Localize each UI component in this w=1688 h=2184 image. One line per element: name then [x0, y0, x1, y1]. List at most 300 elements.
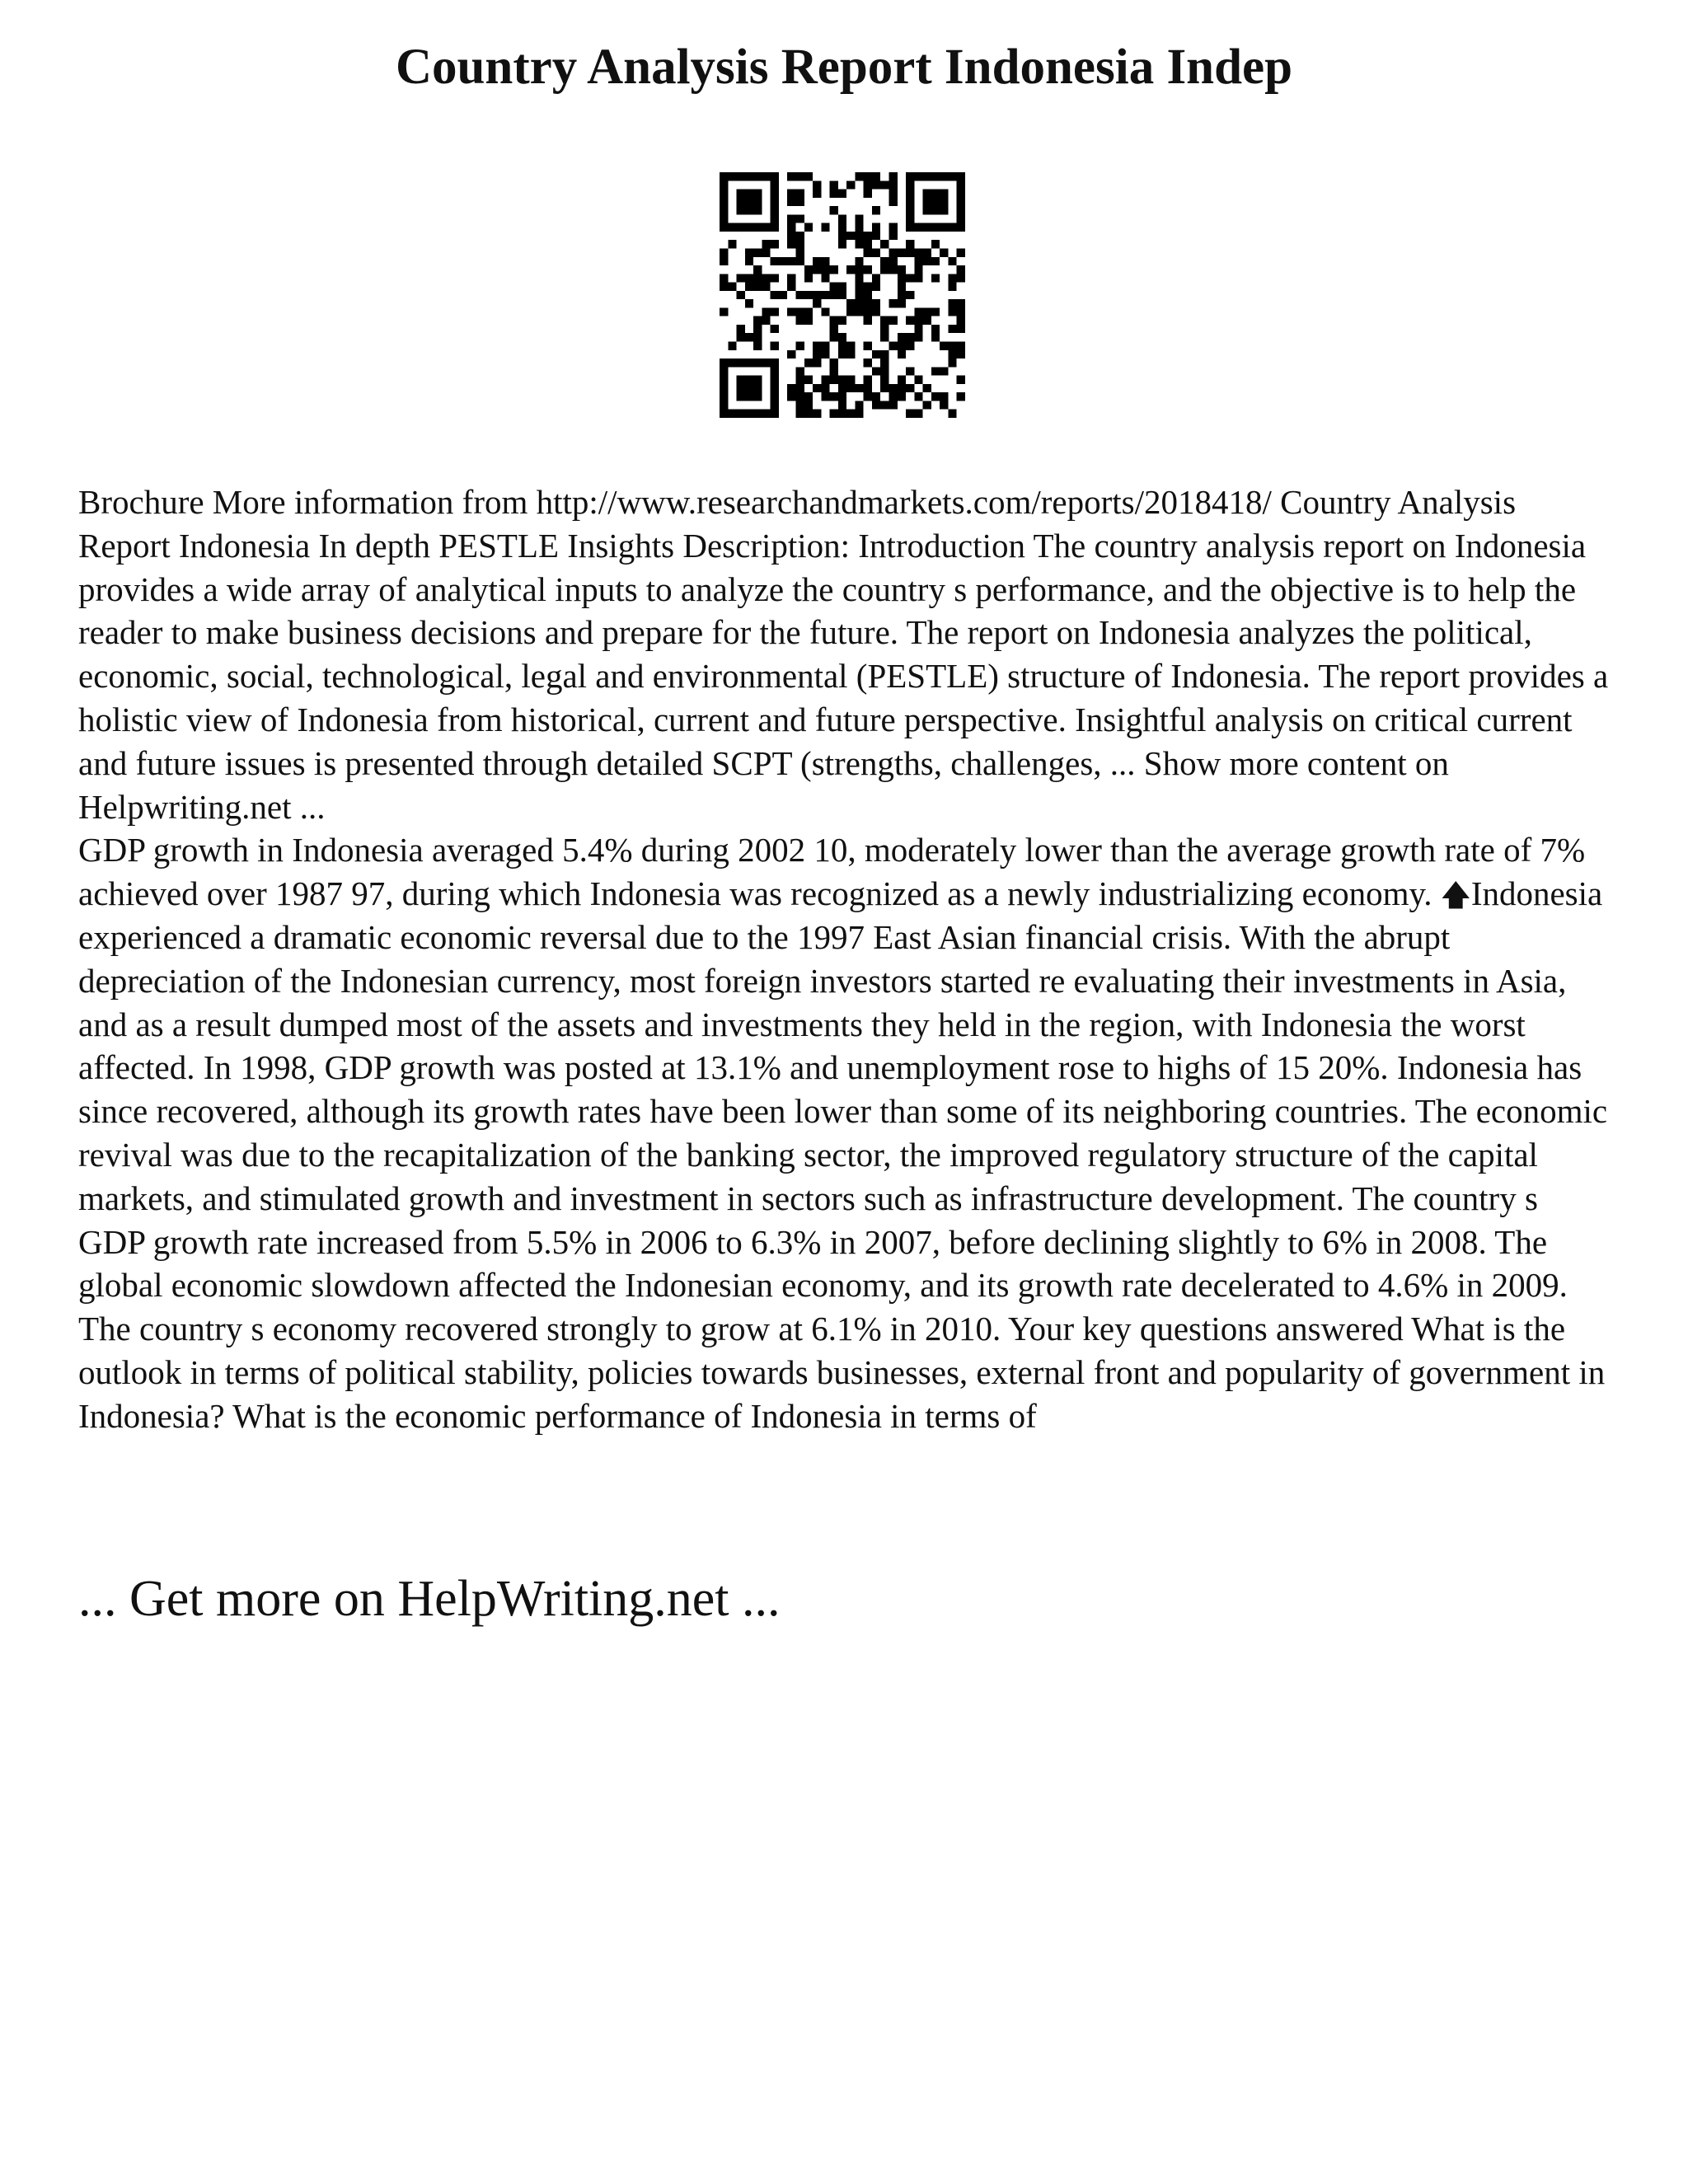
qr-module: [898, 291, 906, 299]
qr-module: [737, 190, 745, 198]
qr-module: [762, 307, 770, 316]
qr-module: [898, 376, 906, 384]
qr-module: [957, 325, 965, 333]
qr-module: [864, 392, 872, 401]
qr-module: [898, 342, 906, 350]
qr-module: [838, 283, 846, 291]
qr-module: [931, 367, 940, 375]
qr-module: [838, 232, 846, 240]
qr-module: [753, 410, 762, 418]
qr-module: [813, 384, 821, 392]
qr-module: [728, 410, 736, 418]
qr-module: [728, 342, 736, 350]
qr-module: [880, 316, 889, 325]
qr-module: [787, 257, 795, 265]
qr-module: [880, 367, 889, 375]
qr-module: [872, 223, 880, 232]
qr-module: [813, 257, 821, 265]
qr-module: [940, 172, 948, 180]
qr-module: [720, 248, 728, 256]
qr-module: [923, 384, 931, 392]
qr-module: [864, 359, 872, 367]
qr-module: [880, 325, 889, 333]
qr-module: [745, 257, 753, 265]
qr-module: [720, 180, 728, 189]
qr-module: [923, 223, 931, 232]
qr-module: [906, 206, 914, 214]
qr-module: [771, 206, 779, 214]
qr-module: [821, 257, 829, 265]
qr-module: [795, 248, 804, 256]
qr-module: [771, 384, 779, 392]
qr-module: [753, 274, 762, 282]
qr-module: [720, 172, 728, 180]
qr-module: [762, 223, 770, 232]
qr-module: [745, 392, 753, 401]
qr-module: [771, 257, 779, 265]
qr-module: [804, 291, 813, 299]
qr-module: [830, 283, 838, 291]
qr-module: [795, 291, 804, 299]
qr-module: [880, 240, 889, 248]
qr-module: [787, 198, 795, 206]
qr-module: [813, 180, 821, 189]
qr-module: [906, 384, 914, 392]
qr-module: [771, 307, 779, 316]
qr-module: [838, 392, 846, 401]
qr-module: [872, 232, 880, 240]
qr-module: [846, 180, 855, 189]
qr-module: [957, 198, 965, 206]
qr-module: [787, 283, 795, 291]
qr-module: [872, 172, 880, 180]
qr-module: [846, 350, 855, 359]
qr-module: [838, 240, 846, 248]
qr-module: [813, 342, 821, 350]
qr-module: [948, 274, 956, 282]
qr-module: [855, 240, 863, 248]
qr-module: [795, 384, 804, 392]
qr-module: [720, 283, 728, 291]
qr-module: [931, 257, 940, 265]
qr-module: [940, 223, 948, 232]
paragraph-description: Brochure More information from http://www.researchandmarkets.com/reports/2018418/ Country Analysis Report Indonesia In depth PESTLE Insights Description: Introduction The country analysis report on Indonesia provides a wide array of analytical inputs to analyze the country s performance, and the objective is to help the reader to make business decisions and prepare for the future. The report on Indonesia analyzes the political, economic, social, technological, legal and environmental (PESTLE) structure of Indonesia. The report provides a holistic view of Indonesia from historical, current and future perspective. Insightful analysis on critical current and future issues is presented through detailed SCPT (strengths, challenges, ... Show more content on Helpwriting.net ...: [78, 483, 1609, 826]
qr-module: [931, 223, 940, 232]
qr-module: [745, 248, 753, 256]
qr-code: [720, 172, 965, 418]
qr-module: [753, 248, 762, 256]
qr-module: [795, 307, 804, 316]
qr-module: [889, 248, 898, 256]
qr-module: [771, 392, 779, 401]
qr-module: [889, 172, 898, 180]
qr-module: [745, 223, 753, 232]
qr-module: [813, 190, 821, 198]
qr-module: [880, 384, 889, 392]
qr-module: [821, 265, 829, 274]
qr-module: [846, 299, 855, 307]
qr-module: [889, 198, 898, 206]
qr-module: [795, 240, 804, 248]
qr-module: [889, 316, 898, 325]
qr-module: [906, 223, 914, 232]
qr-module: [830, 206, 838, 214]
qr-module: [906, 214, 914, 223]
qr-module: [720, 392, 728, 401]
qr-module: [872, 299, 880, 307]
page-title: Country Analysis Report Indonesia Indep: [395, 40, 1293, 95]
qr-module: [830, 291, 838, 299]
qr-module: [804, 172, 813, 180]
qr-module: [771, 172, 779, 180]
qr-module: [838, 342, 846, 350]
qr-module: [838, 291, 846, 299]
qr-module: [940, 367, 948, 375]
qr-module: [948, 257, 956, 265]
qr-module: [914, 333, 922, 341]
qr-module: [957, 190, 965, 198]
qr-module: [830, 376, 838, 384]
qr-module: [855, 257, 863, 265]
qr-module: [914, 316, 922, 325]
qr-module: [889, 401, 898, 409]
qr-module: [940, 198, 948, 206]
qr-module: [880, 180, 889, 189]
qr-module: [846, 342, 855, 350]
qr-module: [872, 180, 880, 189]
qr-module: [880, 359, 889, 367]
qr-module: [906, 342, 914, 350]
qr-module: [940, 392, 948, 401]
qr-module: [813, 359, 821, 367]
qr-module: [804, 401, 813, 409]
paragraph-gdp-text-2: Indonesia experienced a dramatic economic reversal due to the 1997 East Asian financial crisis. With the abrupt depreciation of the Indonesian currency, most foreign investors started re evaluating their investments in Asia, and as a result dumped most of the assets and investments they held in the region, with Indonesia the worst affected. In 1998, GDP growth was posted at 13.1% and unemployment rose to highs of 15 20%. Indonesia has since recovered, although its growth rates have been lower than some of its neighboring countries. The economic revival was due to the recapitalization of the banking sector, the improved regulatory structure of the capital markets, and stimulated growth and investment in sectors such as infrastructure development. The country s GDP growth rate increased from 5.5% in 2006 to 6.3% in 2007, before declining slightly to 6% in 2008. The global economic slowdown affected the Indonesian economy, and its growth rate decelerated to 4.6% in 2009. The country s economy recovered strongly to grow at 6.1% in 2010. Your key questions answered What is the outlook in terms of political stability, policies towards businesses, external front and popularity of government in Indonesia? What is the economic performance of Indonesia in terms of: [78, 874, 1608, 1435]
qr-module: [821, 291, 829, 299]
paragraph-gdp-text-1: GDP growth in Indonesia averaged 5.4% during 2002 10, moderately lower than the average growth rate of 7% achieved over 1987 97, during which Indonesia was recognized as a newly industrializing economy.: [78, 831, 1586, 913]
qr-module: [923, 401, 931, 409]
qr-module: [771, 214, 779, 223]
qr-module: [720, 384, 728, 392]
qr-module: [830, 367, 838, 375]
qr-module: [821, 384, 829, 392]
qr-module: [872, 401, 880, 409]
qr-module: [931, 392, 940, 401]
qr-module: [923, 248, 931, 256]
qr-module: [906, 180, 914, 189]
qr-module: [771, 401, 779, 409]
qr-module: [830, 410, 838, 418]
qr-module: [957, 376, 965, 384]
qr-module: [745, 274, 753, 282]
qr-module: [931, 198, 940, 206]
qr-module: [838, 384, 846, 392]
qr-module: [804, 274, 813, 282]
qr-module: [906, 248, 914, 256]
qr-module: [864, 265, 872, 274]
qr-module: [753, 223, 762, 232]
qr-module: [813, 299, 821, 307]
qr-module: [957, 172, 965, 180]
qr-module: [898, 392, 906, 401]
qr-module: [804, 265, 813, 274]
qr-module: [753, 376, 762, 384]
qr-module: [771, 359, 779, 367]
qr-module: [906, 367, 914, 375]
qr-module: [795, 392, 804, 401]
qr-module: [762, 172, 770, 180]
qr-module: [948, 223, 956, 232]
qr-module: [889, 384, 898, 392]
qr-module: [931, 307, 940, 316]
qr-module: [720, 376, 728, 384]
qr-module: [872, 307, 880, 316]
qr-module: [771, 367, 779, 375]
qr-module: [804, 223, 813, 232]
qr-module: [864, 180, 872, 189]
qr-module: [720, 274, 728, 282]
qr-module: [931, 206, 940, 214]
qr-module: [846, 376, 855, 384]
qr-module: [855, 223, 863, 232]
qr-module: [940, 401, 948, 409]
qr-module: [771, 342, 779, 350]
qr-module: [737, 223, 745, 232]
qr-module: [813, 291, 821, 299]
qr-module: [855, 401, 863, 409]
qr-module: [737, 172, 745, 180]
qr-module: [745, 376, 753, 384]
qr-module: [745, 384, 753, 392]
qr-module: [720, 367, 728, 375]
qr-module: [923, 198, 931, 206]
qr-module: [737, 206, 745, 214]
qr-module: [855, 291, 863, 299]
qr-module: [771, 240, 779, 248]
qr-module: [846, 384, 855, 392]
qr-module: [914, 325, 922, 333]
qr-module: [855, 283, 863, 291]
qr-module: [771, 410, 779, 418]
qr-module: [787, 350, 795, 359]
qr-module: [864, 342, 872, 350]
qr-module: [957, 316, 965, 325]
qr-module: [830, 325, 838, 333]
qr-module: [931, 190, 940, 198]
qr-module: [795, 342, 804, 350]
qr-module: [914, 376, 922, 384]
qr-module: [957, 248, 965, 256]
qr-module: [804, 376, 813, 384]
qr-module: [737, 359, 745, 367]
qr-module: [880, 257, 889, 265]
qr-module: [830, 359, 838, 367]
qr-module: [846, 232, 855, 240]
qr-module: [804, 392, 813, 401]
qr-module: [745, 283, 753, 291]
qr-module: [737, 198, 745, 206]
qr-module: [787, 190, 795, 198]
qr-module: [745, 359, 753, 367]
qr-module: [872, 274, 880, 282]
qr-module: [914, 392, 922, 401]
qr-module: [889, 232, 898, 240]
qr-module: [838, 401, 846, 409]
qr-module: [940, 206, 948, 214]
qr-module: [838, 376, 846, 384]
qr-module: [821, 392, 829, 401]
qr-module: [720, 190, 728, 198]
qr-module: [795, 198, 804, 206]
qr-module: [830, 265, 838, 274]
qr-module: [720, 223, 728, 232]
qr-module: [889, 180, 898, 189]
qr-module: [948, 299, 956, 307]
qr-module: [880, 376, 889, 384]
qr-module: [771, 325, 779, 333]
qr-module: [813, 410, 821, 418]
qr-module: [745, 198, 753, 206]
qr-module: [898, 248, 906, 256]
qr-module: [914, 274, 922, 282]
qr-module: [745, 206, 753, 214]
qr-module: [957, 274, 965, 282]
qr-module: [787, 274, 795, 282]
qr-module: [762, 240, 770, 248]
qr-module: [957, 342, 965, 350]
qr-module: [864, 316, 872, 325]
qr-module: [787, 214, 795, 223]
qr-module: [762, 274, 770, 282]
qr-module: [795, 214, 804, 223]
qr-module: [795, 190, 804, 198]
qr-module: [753, 392, 762, 401]
qr-module: [795, 410, 804, 418]
qr-module: [872, 283, 880, 291]
qr-module: [855, 214, 863, 223]
qr-module: [720, 257, 728, 265]
qr-module: [771, 190, 779, 198]
qr-module: [745, 333, 753, 341]
qr-module: [745, 299, 753, 307]
qr-module: [795, 367, 804, 375]
qr-module: [737, 376, 745, 384]
qr-module: [795, 316, 804, 325]
qr-module: [889, 257, 898, 265]
qr-module: [787, 307, 795, 316]
qr-module: [931, 333, 940, 341]
qr-module: [753, 283, 762, 291]
qr-module: [948, 172, 956, 180]
qr-module: [957, 299, 965, 307]
qr-module: [762, 410, 770, 418]
qr-module: [889, 223, 898, 232]
qr-module: [889, 342, 898, 350]
qr-module: [940, 342, 948, 350]
qr-module: [787, 392, 795, 401]
qr-module: [906, 172, 914, 180]
qr-module: [771, 291, 779, 299]
qr-module: [753, 333, 762, 341]
qr-module: [914, 248, 922, 256]
qr-module: [720, 307, 728, 316]
qr-module: [948, 325, 956, 333]
qr-module: [737, 392, 745, 401]
qr-module: [753, 325, 762, 333]
qr-module: [864, 291, 872, 299]
qr-module: [931, 172, 940, 180]
qr-module: [737, 384, 745, 392]
qr-module: [795, 401, 804, 409]
qr-module: [787, 172, 795, 180]
qr-module: [864, 299, 872, 307]
qr-module: [914, 307, 922, 316]
qr-module: [838, 223, 846, 232]
qr-module: [923, 206, 931, 214]
qr-module: [762, 316, 770, 325]
qr-module: [830, 333, 838, 341]
qr-module: [864, 283, 872, 291]
qr-module: [855, 274, 863, 282]
qr-module: [906, 291, 914, 299]
qr-module: [940, 190, 948, 198]
qr-module: [906, 190, 914, 198]
up-arrow-icon: 🡅: [1440, 879, 1471, 913]
qr-module: [830, 180, 838, 189]
qr-module: [898, 333, 906, 341]
get-more-link[interactable]: ... Get more on HelpWriting.net ...: [78, 1571, 781, 1627]
qr-module: [771, 223, 779, 232]
qr-module: [728, 240, 736, 248]
qr-module: [855, 232, 863, 240]
qr-module: [830, 392, 838, 401]
qr-module: [864, 248, 872, 256]
qr-module: [906, 410, 914, 418]
qr-module: [838, 316, 846, 325]
qr-module: [771, 180, 779, 189]
qr-module: [914, 257, 922, 265]
qr-module: [864, 384, 872, 392]
qr-module: [957, 307, 965, 316]
qr-module: [753, 190, 762, 198]
qr-module: [957, 350, 965, 359]
qr-module: [795, 376, 804, 384]
qr-module: [940, 248, 948, 256]
qr-module: [753, 198, 762, 206]
qr-module: [753, 342, 762, 350]
qr-module: [821, 223, 829, 232]
qr-module: [787, 223, 795, 232]
qr-module: [914, 410, 922, 418]
qr-module: [864, 240, 872, 248]
qr-module: [957, 265, 965, 274]
qr-module: [948, 359, 956, 367]
qr-module: [872, 350, 880, 359]
qr-module: [728, 283, 736, 291]
qr-module: [923, 190, 931, 198]
qr-module: [906, 240, 914, 248]
qr-module: [762, 359, 770, 367]
qr-module: [898, 265, 906, 274]
qr-module: [957, 223, 965, 232]
qr-module: [864, 376, 872, 384]
qr-module: [737, 291, 745, 299]
qr-module: [804, 359, 813, 367]
qr-module: [855, 265, 863, 274]
qr-module: [787, 232, 795, 240]
qr-module: [753, 265, 762, 274]
qr-module: [753, 384, 762, 392]
qr-module: [804, 410, 813, 418]
